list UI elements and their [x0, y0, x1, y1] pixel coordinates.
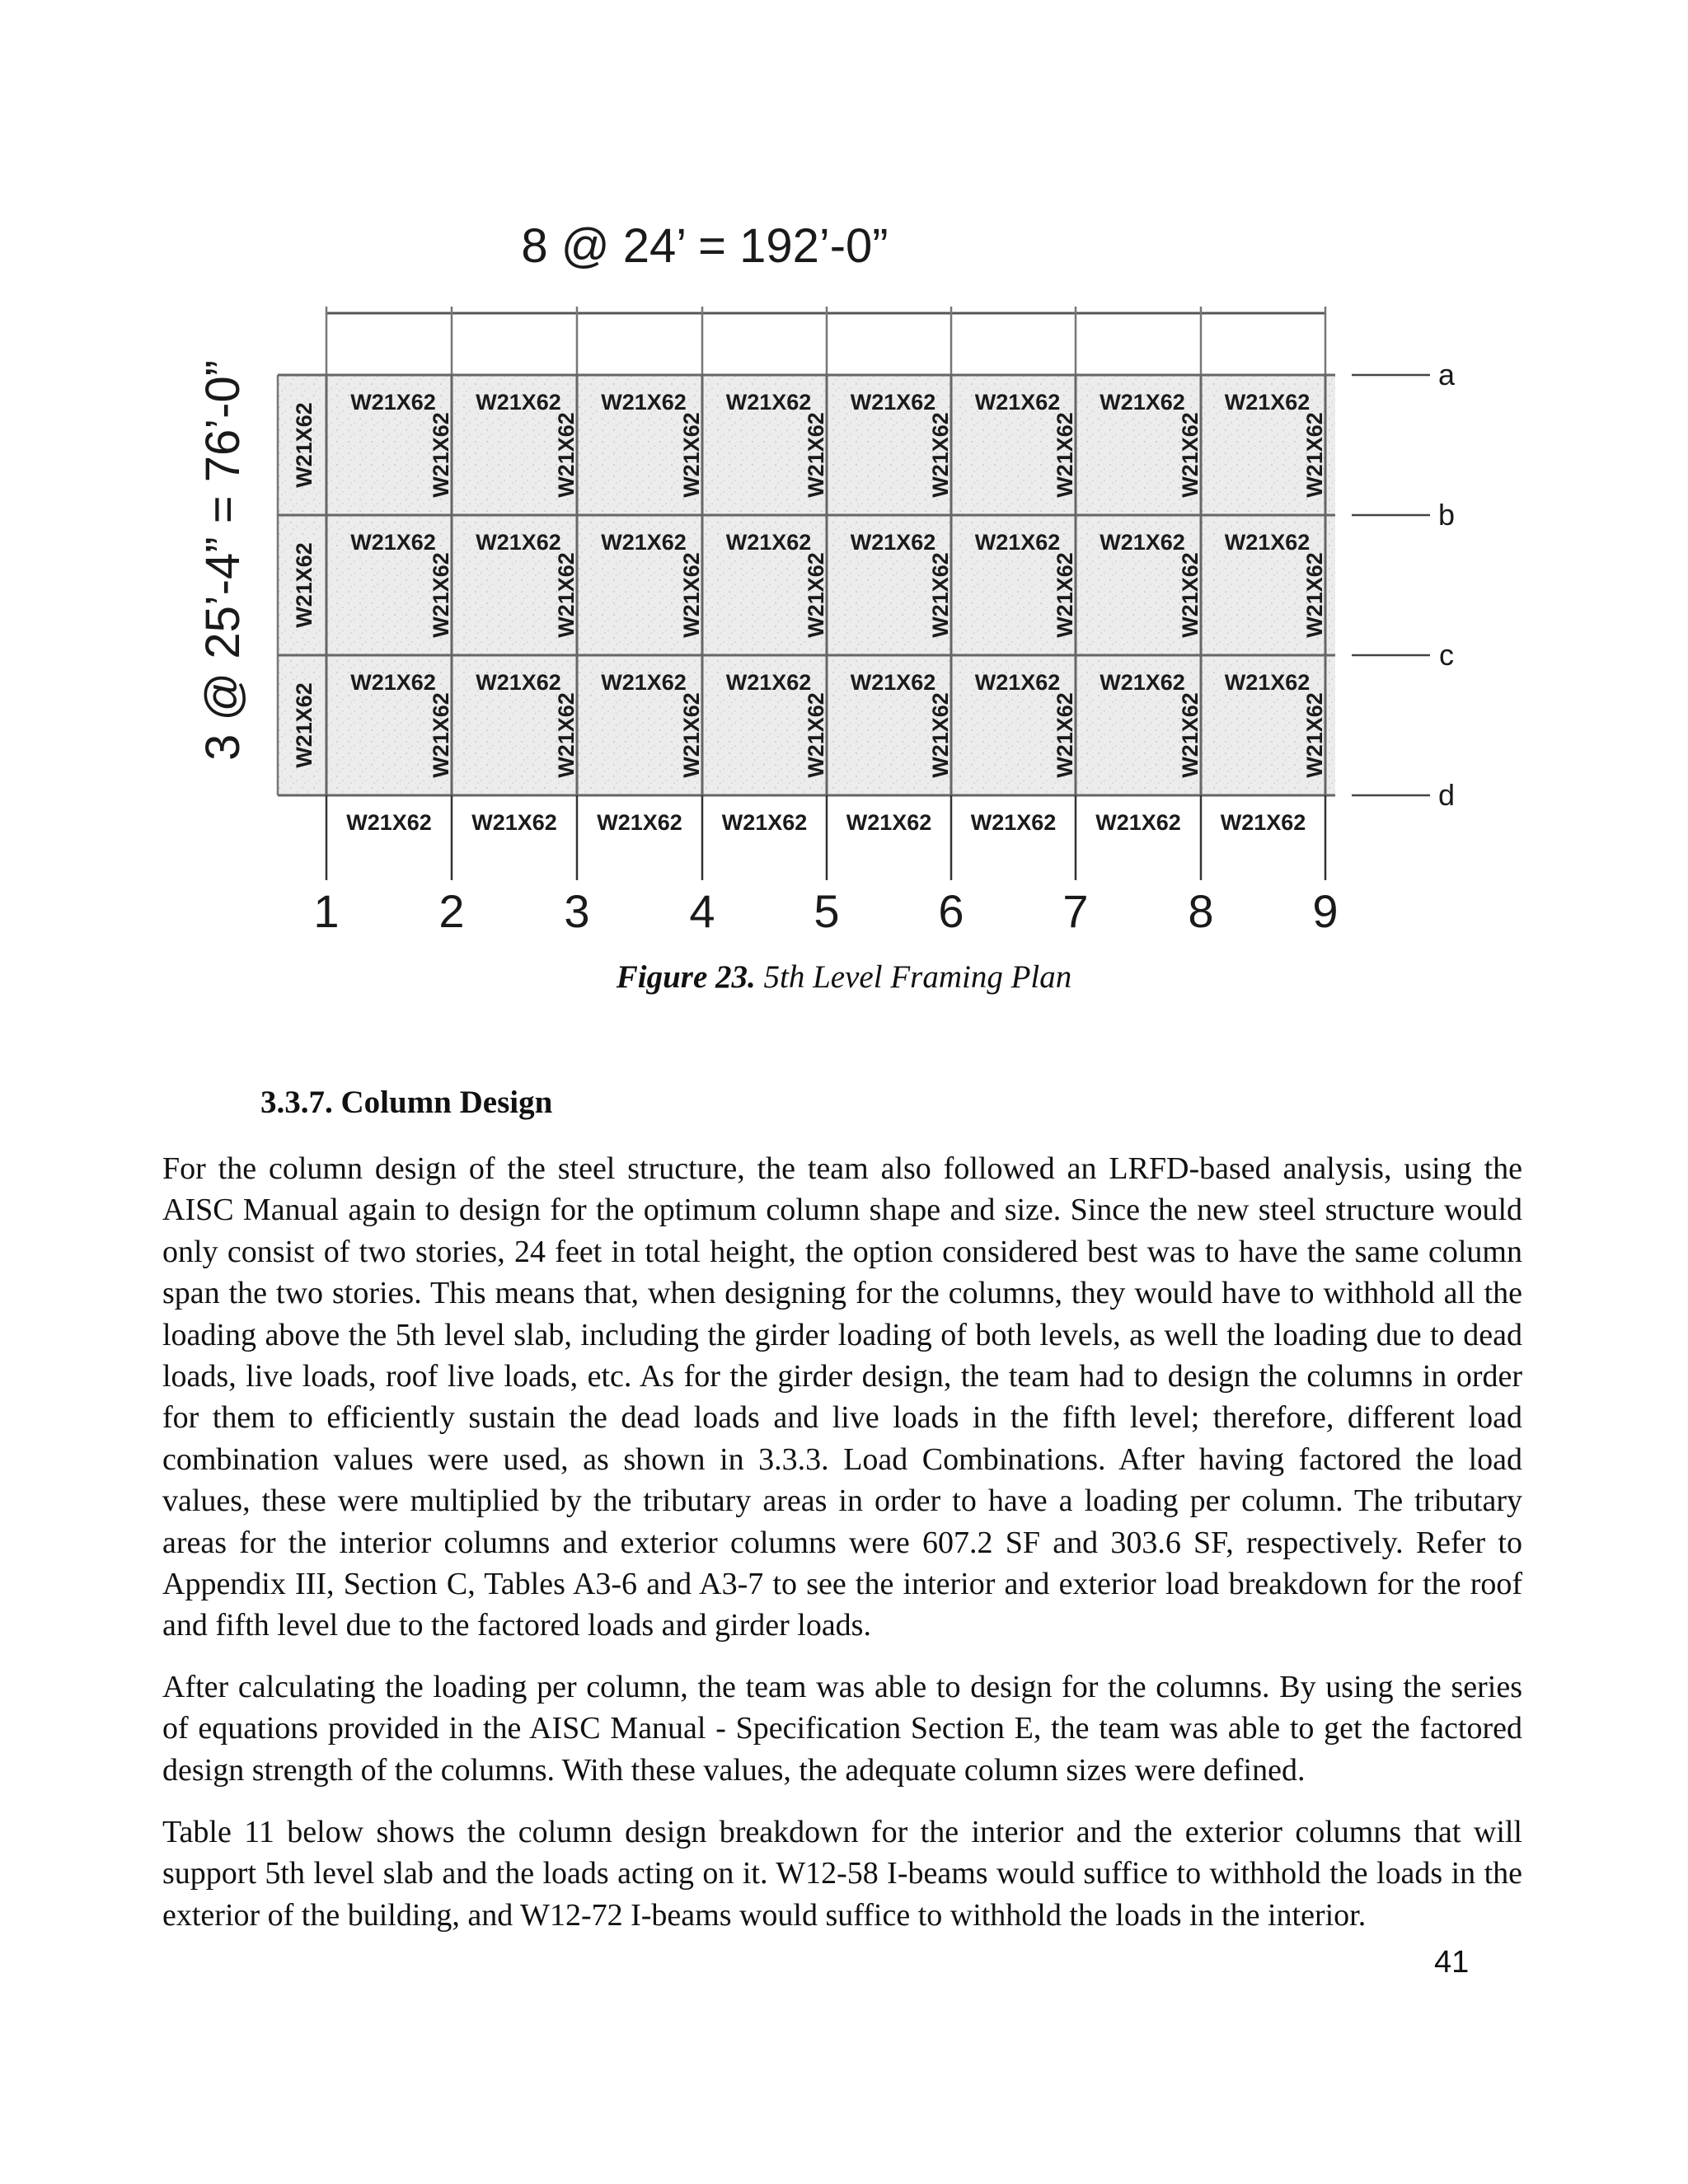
beam-label-v: W21X62 [1053, 552, 1077, 638]
beam-label-h: W21X62 [601, 670, 687, 695]
row-label-c: c [1439, 638, 1454, 672]
beam-label-v: W21X62 [1178, 412, 1203, 498]
page-number: 41 [1434, 1945, 1470, 1980]
beam-label-v: W21X62 [1053, 412, 1077, 498]
beam-label-v: W21X62 [292, 682, 316, 768]
row-label-a: a [1437, 358, 1456, 391]
column-label-5: 5 [814, 885, 840, 937]
figure-caption-text: 5th Level Framing Plan [755, 959, 1072, 995]
column-label-1: 1 [313, 885, 340, 937]
beam-label-v: W21X62 [679, 412, 704, 498]
row-label-b: b [1437, 498, 1456, 532]
beam-label-bottom: W21X62 [346, 810, 432, 835]
beam-label-bottom: W21X62 [471, 810, 557, 835]
paragraph-table-reference: Table 11 below shows the column design breakdown for the interior and the exterior columns that will support 5th level slab and the loads acting on it. W12-58 I-beams would suffice to withhold the loads in the exterior of the building, and W12-72 I-beams would suffice to withhold the loads in the interior. [162, 1815, 1522, 1933]
framing-plan-figure [0, 0, 1688, 956]
column-label-3: 3 [564, 885, 590, 937]
beam-label-v: W21X62 [679, 692, 704, 778]
beam-label-v: W21X62 [1302, 412, 1327, 498]
beam-label-h: W21X62 [1100, 530, 1185, 555]
section-heading: 3.3.7. Column Design [260, 1085, 553, 1120]
beam-label-h: W21X62 [350, 390, 436, 415]
beam-label-h: W21X62 [850, 390, 936, 415]
beam-label-h: W21X62 [350, 530, 436, 555]
column-label-9: 9 [1312, 885, 1339, 937]
column-label-7: 7 [1062, 885, 1089, 937]
beam-label-h: W21X62 [725, 670, 812, 695]
beam-label-h: W21X62 [601, 390, 687, 415]
beam-label-v: W21X62 [1053, 692, 1077, 778]
beam-label-v: W21X62 [429, 692, 453, 778]
column-label-4: 4 [689, 885, 715, 937]
beam-label-v: W21X62 [554, 412, 579, 498]
beam-label-v: W21X62 [429, 552, 453, 638]
beam-label-h: W21X62 [350, 670, 436, 695]
figure-caption-label: Figure 23. [616, 959, 756, 995]
beam-label-v: W21X62 [804, 412, 828, 498]
beam-label-v: W21X62 [928, 412, 953, 498]
beam-label-v: W21X62 [554, 692, 579, 778]
beam-label-v: W21X62 [804, 692, 828, 778]
beam-label-h: W21X62 [1224, 390, 1311, 415]
beam-label-v: W21X62 [928, 552, 953, 638]
beam-label-h: W21X62 [476, 670, 561, 695]
beam-label-h: W21X62 [850, 530, 936, 555]
framing-grid [278, 307, 1456, 937]
beam-label-v: W21X62 [429, 412, 453, 498]
column-label-6: 6 [938, 885, 964, 937]
beam-label-h: W21X62 [974, 530, 1061, 555]
beam-label-bottom: W21X62 [846, 810, 932, 835]
beam-label-h: W21X62 [974, 670, 1061, 695]
paragraph-column-design-intro: For the column design of the steel structure, the team also followed an LRFD-based analysis, using the AISC Manual again to design for the optimum column shape and size. Since the new steel structure would only consist of two stories, 24 feet in total height, the option considered best was to have the same column span the two stories. This means that, when designing for the columns, they would have to withhold all the loading above the 5th level slab, including the girder loading of both levels, as well the loading due to dead loads, live loads, roof live loads, etc. As for the girder design, the team had to design the columns in order for them to efficiently sustain the dead loads and live loads in the fifth level; therefore, different load combination values were used, as shown in 3.3.3. Load Combinations. After having factored the load values, these were multiplied by the tributary areas in order to have a loading per column. The tributary areas for the interior columns and exterior columns were 607.2 SF and 303.6 SF, respectively. Refer to Appendix III, Section C, Tables A3-6 and A3-7 to see the interior and exterior load breakdown for the roof and fifth level due to the factored loads and girder loads. [162, 1151, 1522, 1643]
beam-label-h: W21X62 [1100, 390, 1185, 415]
beam-label-h: W21X62 [476, 390, 561, 415]
row-label-d: d [1437, 778, 1456, 812]
beam-label-h: W21X62 [1224, 530, 1311, 555]
beam-label-h: W21X62 [601, 530, 687, 555]
side-dimension-label: 3 @ 25’-4” = 76’-0” [196, 359, 250, 762]
beam-label-v: W21X62 [928, 692, 953, 778]
beam-label-h: W21X62 [725, 530, 812, 555]
paragraph-factored-strength: After calculating the loading per column, the team was able to design for the columns. By using the series of equations provided in the AISC Manual - Specification Section E, the team was able to get the factored design strength of the columns. With these values, the adequate column sizes were defined. [162, 1670, 1522, 1788]
beam-label-bottom: W21X62 [597, 810, 682, 835]
beam-label-bottom: W21X62 [1095, 810, 1181, 835]
beam-label-v: W21X62 [1178, 552, 1203, 638]
beam-label-v: W21X62 [1302, 692, 1327, 778]
column-label-2: 2 [438, 885, 465, 937]
beam-label-v: W21X62 [679, 552, 704, 638]
beam-label-v: W21X62 [804, 552, 828, 638]
figure-caption [0, 958, 1688, 996]
beam-label-bottom: W21X62 [1220, 810, 1306, 835]
beam-label-bottom: W21X62 [970, 810, 1057, 835]
beam-label-v: W21X62 [554, 552, 579, 638]
beam-label-v: W21X62 [1302, 552, 1327, 638]
beam-label-h: W21X62 [725, 390, 812, 415]
column-label-8: 8 [1188, 885, 1214, 937]
beam-label-h: W21X62 [850, 670, 936, 695]
beam-label-h: W21X62 [974, 390, 1061, 415]
beam-label-v: W21X62 [292, 402, 316, 488]
beam-label-h: W21X62 [476, 530, 561, 555]
beam-label-bottom: W21X62 [721, 810, 808, 835]
beam-label-v: W21X62 [292, 542, 316, 628]
beam-label-h: W21X62 [1224, 670, 1311, 695]
beam-label-v: W21X62 [1178, 692, 1203, 778]
beam-label-h: W21X62 [1100, 670, 1185, 695]
top-dimension-label: 8 @ 24’ = 192’-0” [521, 219, 889, 273]
